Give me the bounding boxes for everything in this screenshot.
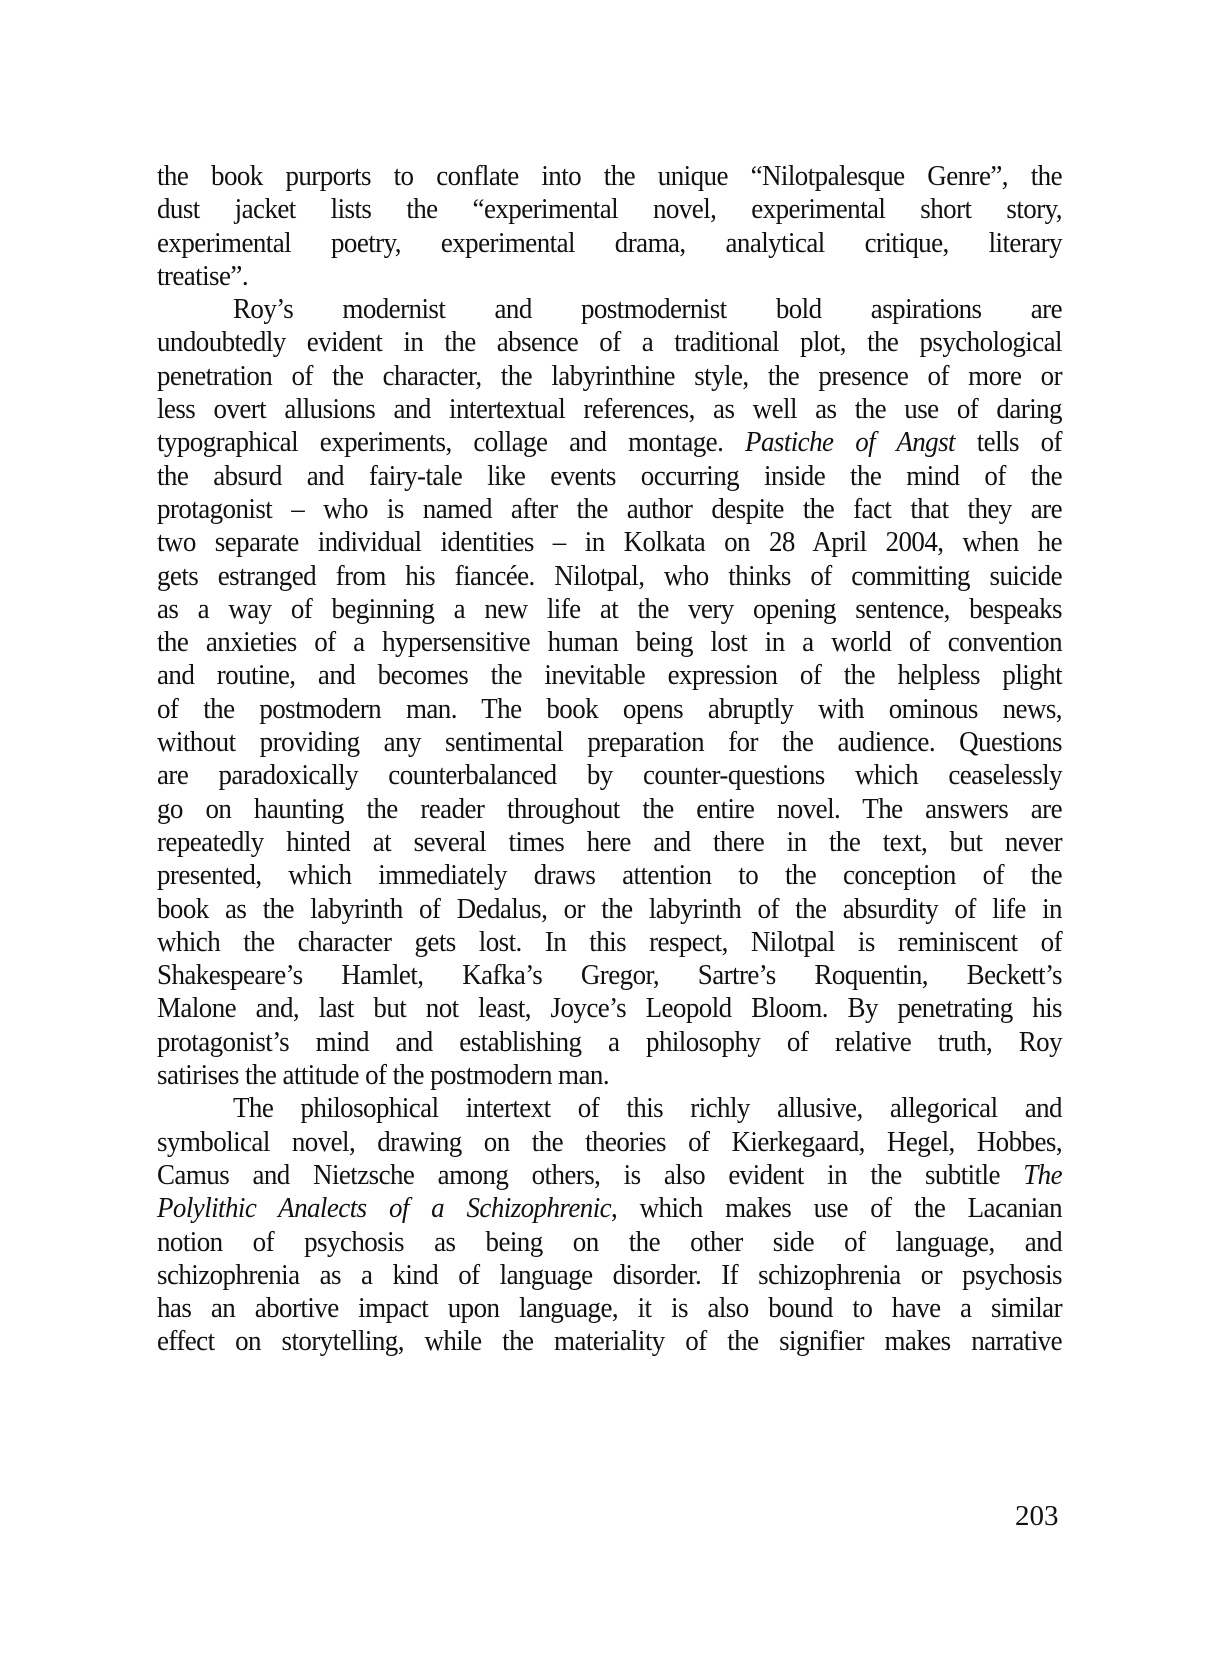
text-line: satirises the attitude of the postmodern man. — [157, 1059, 610, 1092]
body-text — [157, 160, 1062, 1359]
text-line: experimental poetry, experimental drama, analytical critique, literary — [157, 226, 1063, 259]
text-line: gets estranged from his fiancée. Nilotpal, who thinks of committing suicide — [157, 559, 1062, 592]
text-line: the book purports to conflate into the unique “Nilotpalesque Genre”, the — [157, 160, 1063, 192]
text-run: Camus and Nietzsche among others, is also evident in the subtitle — [157, 1158, 1024, 1191]
text-line: book as the labyrinth of Dedalus, or the labyrinth of the absurdity of life in — [157, 892, 1062, 925]
text-run: tells of — [954, 426, 1062, 459]
text-line: which the character gets lost. In this respect, Nilotpal is reminiscent of — [157, 925, 1063, 958]
text-line — [157, 1159, 1062, 1192]
text-line: notion of psychosis as being on the other side of language, and — [157, 1225, 1063, 1258]
text-line: are paradoxically counterbalanced by counter-questions which ceaselessly — [157, 759, 1063, 792]
text-line — [157, 426, 1062, 459]
text-line: go on haunting the reader throughout the entire novel. The answers are — [157, 792, 1062, 825]
text-line: Shakespeare’s Hamlet, Kafka’s Gregor, Sartre’s Roquentin, Beckett’s — [157, 959, 1062, 992]
text-line: Roy’s modernist and postmodernist bold aspirations are — [233, 293, 1063, 326]
text-line: effect on storytelling, while the materiality of the signifier makes narrative — [157, 1325, 1063, 1358]
text-line: without providing any sentimental preparation for the audience. Questions — [157, 726, 1062, 759]
text-line: dust jacket lists the “experimental novel, experimental short story, — [157, 193, 1063, 226]
text-line: presented, which immediately draws attention to the conception of the — [157, 859, 1063, 892]
text-line: penetration of the character, the labyrinthine style, the presence of more or — [157, 359, 1062, 392]
text-line: the anxieties of a hypersensitive human being lost in a world of convention — [157, 626, 1063, 659]
text-line — [157, 1192, 1062, 1225]
text-line: treatise”. — [157, 259, 249, 292]
text-line: less overt allusions and intertextual references, as well as the use of daring — [157, 393, 1062, 426]
italic-title: Pastiche of Angst — [745, 426, 955, 459]
text-run: , which makes use of the Lacanian — [611, 1192, 1062, 1225]
text-line: protagonist’s mind and establishing a philosophy of relative truth, Roy — [157, 1025, 1063, 1058]
text-line: has an abortive impact upon language, it is also bound to have a similar — [157, 1292, 1062, 1325]
page-number: 203 — [1015, 1500, 1059, 1532]
text-line: repeatedly hinted at several times here and there in the text, but never — [157, 825, 1063, 858]
text-run: typographical experiments, collage and montage. — [157, 426, 746, 459]
text-line: as a way of beginning a new life at the very opening sentence, bespeaks — [157, 592, 1063, 625]
text-line: undoubtedly evident in the absence of a traditional plot, the psychological — [157, 326, 1063, 359]
text-line: the absurd and fairy-tale like events occurring inside the mind of the — [157, 459, 1063, 492]
text-line: symbolical novel, drawing on the theories of Kierkegaard, Hegel, Hobbes, — [157, 1125, 1063, 1158]
text-line: two separate individual identities – in Kolkata on 28 April 2004, when he — [157, 526, 1063, 559]
text-line: schizophrenia as a kind of language disorder. If schizophrenia or psychosis — [157, 1258, 1062, 1291]
text-line: and routine, and becomes the inevitable expression of the helpless plight — [157, 659, 1063, 692]
text-line: protagonist – who is named after the author despite the fact that they are — [157, 492, 1062, 525]
text-line: of the postmodern man. The book opens abruptly with ominous news, — [157, 692, 1062, 725]
text-line: Malone and, last but not least, Joyce’s Leopold Bloom. By penetrating his — [157, 992, 1062, 1025]
text-line: The philosophical intertext of this richly allusive, allegorical and — [233, 1092, 1062, 1125]
italic-title: The — [1023, 1158, 1063, 1191]
italic-title: Polylithic Analects of a Schizophrenic — [157, 1192, 612, 1225]
